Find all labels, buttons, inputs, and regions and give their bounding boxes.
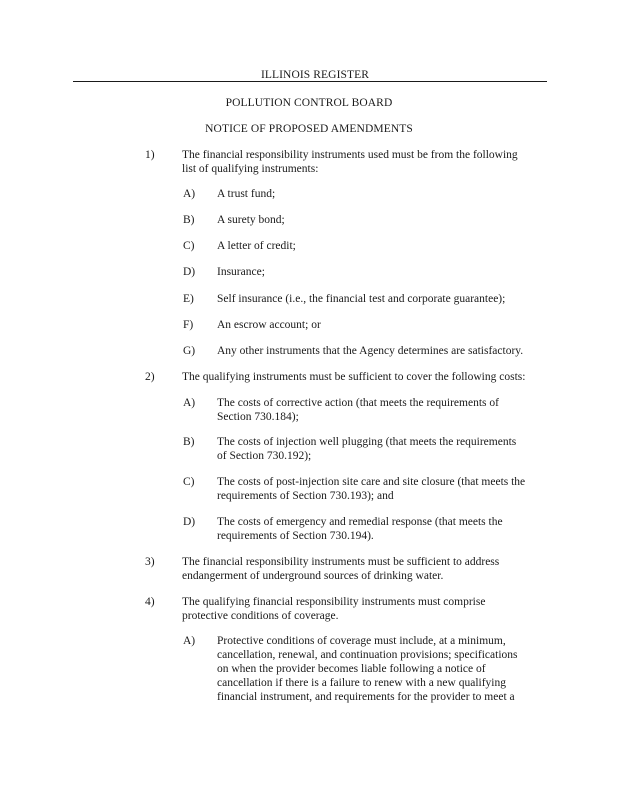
item-text: The qualifying instruments must be sufficient to cover the following costs:	[182, 371, 526, 383]
subitem-label: E)	[183, 293, 194, 305]
subitem-label: C)	[183, 240, 195, 252]
subitem-text: Protective conditions of coverage must include, at a minimum, cancellation, renewal, and continuation provisions; specifications on when the provider becomes liable following a notice of cancellation if there is a failure to renew with a new qualifying financial instrument, and requirements for the provider to meet a	[217, 635, 518, 703]
subitem-text: A trust fund;	[217, 188, 276, 200]
item-label: 1)	[145, 149, 155, 161]
subitem-label: D)	[183, 516, 196, 528]
subitem-text: The costs of injection well plugging (that meets the requirements of Section 730.192);	[217, 436, 517, 462]
item-text: The qualifying financial responsibility instruments must comprise protective conditions of coverage.	[182, 596, 486, 622]
subitem-text: Any other instruments that the Agency determines are satisfactory.	[217, 345, 524, 357]
notice-title: NOTICE OF PROPOSED AMENDMENTS	[205, 123, 413, 135]
register-title: ILLINOIS REGISTER	[260, 69, 370, 81]
subitem-text: The costs of post-injection site care and site closure (that meets the requirements of Section 730.193); and	[217, 476, 526, 502]
subitem-text: Insurance;	[217, 266, 265, 278]
subitem-label: G)	[183, 345, 196, 357]
item-label: 4)	[145, 596, 155, 608]
item-text: The financial responsibility instruments used must be from the following list of qualifying instruments:	[182, 149, 518, 175]
subitem-text: An escrow account; or	[217, 319, 321, 331]
subitem-label: B)	[183, 436, 195, 448]
item-text: The financial responsibility instruments must be sufficient to address endangerment of underground sources of drinking water.	[182, 556, 500, 582]
subitem-label: A)	[183, 397, 196, 409]
subitem-text: The costs of emergency and remedial response (that meets the requirements of Section 730.194).	[217, 516, 503, 542]
item-label: 3)	[145, 556, 155, 568]
header-rule	[73, 81, 547, 82]
subitem-text: Self insurance (i.e., the financial test and corporate guarantee);	[217, 293, 506, 305]
subitem-label: D)	[183, 266, 196, 278]
subitem-label: B)	[183, 214, 195, 226]
subitem-label: A)	[183, 635, 196, 647]
subitem-text: A letter of credit;	[217, 240, 296, 252]
agency-title: POLLUTION CONTROL BOARD	[225, 97, 393, 109]
item-label: 2)	[145, 371, 155, 383]
subitem-label: F)	[183, 319, 194, 331]
subitem-text: The costs of corrective action (that meets the requirements of Section 730.184);	[217, 397, 499, 423]
subitem-text: A surety bond;	[217, 214, 285, 226]
subitem-label: A)	[183, 188, 196, 200]
subitem-label: C)	[183, 476, 195, 488]
